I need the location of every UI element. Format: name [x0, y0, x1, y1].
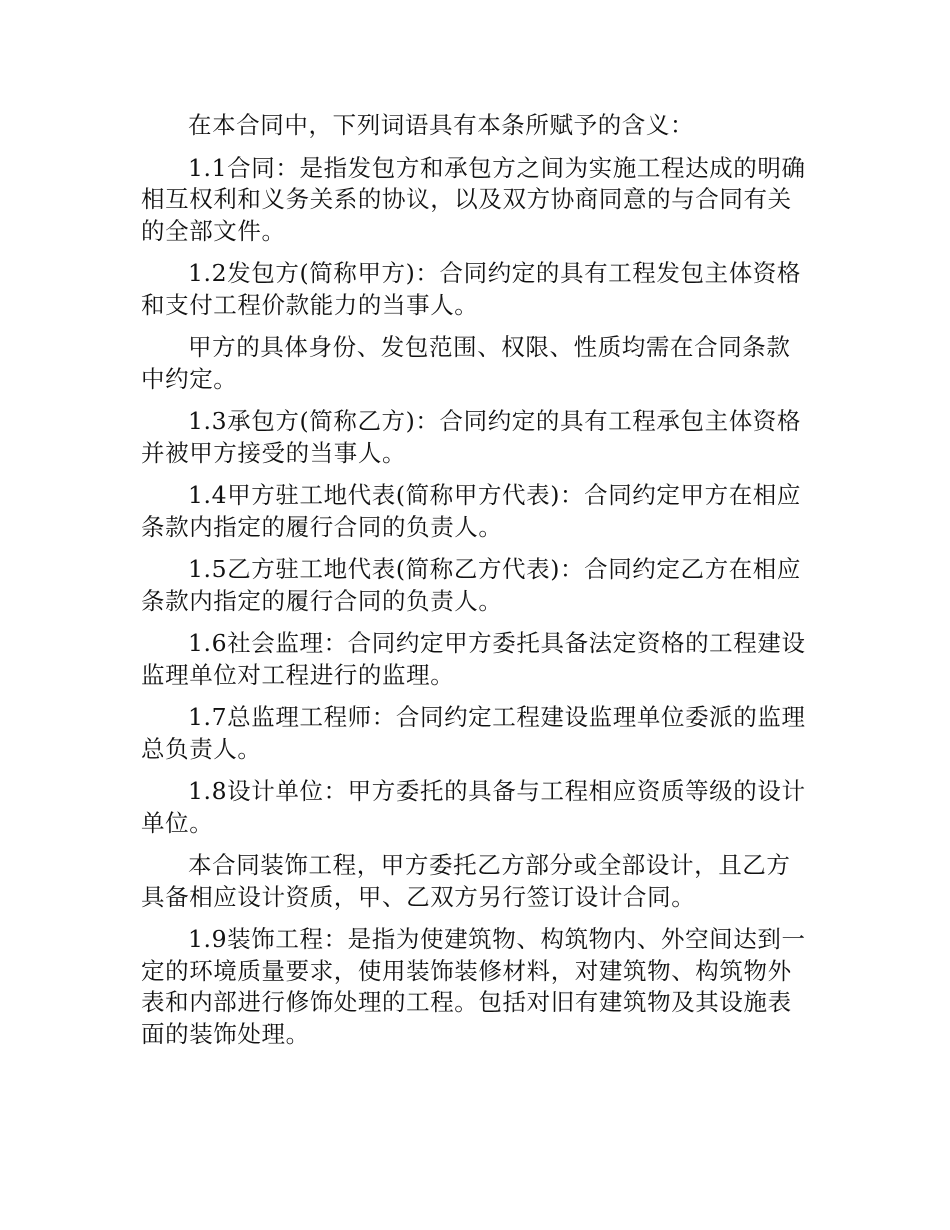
clause-1-4-employer-representative: 1.4甲方驻工地代表(简称甲方代表)：合同约定甲方在相应条款内指定的履行合同的负责人。	[141, 481, 802, 541]
clause-1-6-supervision: 1.6社会监理：合同约定甲方委托具备法定资格的工程建设监理单位对工程进行的监理。	[141, 629, 806, 689]
clause-1-7-chief-engineer: 1.7总监理工程师：合同约定工程建设监理单位委派的监理总负责人。	[141, 703, 806, 763]
clause-1-1-contract: 1.1合同：是指发包方和承包方之间为实施工程达成的明确相互权利和义务关系的协议，以及双方协商同意的与合同有关的全部文件。	[141, 153, 806, 245]
clause-1-8-design-unit: 1.8设计单位：甲方委托的具备与工程相应资质等级的设计单位。	[141, 777, 806, 837]
intro-paragraph: 在本合同中，下列词语具有本条所赋予的含义：	[188, 111, 695, 139]
clause-1-3-contractor: 1.3承包方(简称乙方)：合同约定的具有工程承包主体资格并被甲方接受的当事人。	[141, 407, 802, 467]
clause-1-9-decoration-works: 1.9装饰工程：是指为使建筑物、构筑物内、外空间达到一定的环境质量要求，使用装饰装修材料，对建筑物、构筑物外表和内部进行修饰处理的工程。包括对旧有建筑物及其设施表面的装饰处理。	[141, 925, 806, 1048]
employer-note-paragraph: 甲方的具体身份、发包范围、权限、性质均需在合同条款中约定。	[141, 333, 791, 393]
clause-1-5-contractor-representative: 1.5乙方驻工地代表(简称乙方代表)：合同约定乙方在相应条款内指定的履行合同的负责人。	[141, 555, 802, 615]
clause-1-2-employer: 1.2发包方(简称甲方)：合同约定的具有工程发包主体资格和支付工程价款能力的当事人。	[141, 259, 802, 319]
design-contract-note-paragraph: 本合同装饰工程，甲方委托乙方部分或全部设计，且乙方具备相应设计资质，甲、乙双方另行签订设计合同。	[141, 851, 791, 911]
